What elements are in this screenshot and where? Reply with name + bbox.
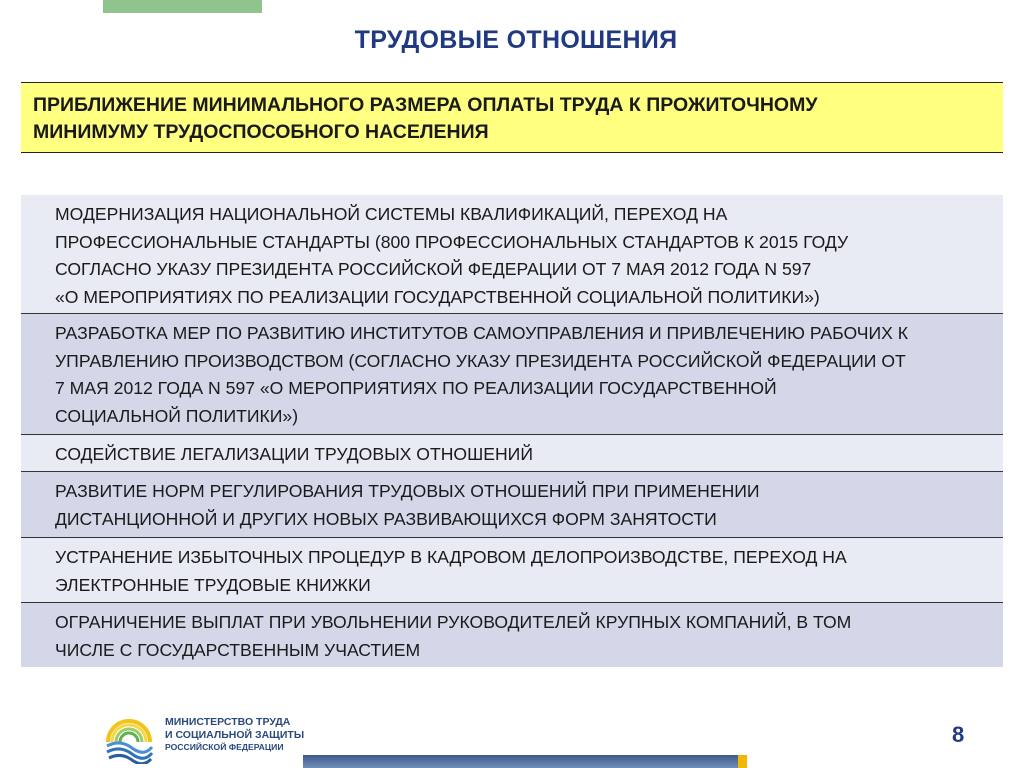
item-text-line: РАЗРАБОТКА МЕР ПО РАЗВИТИЮ ИНСТИТУТОВ САМОУПРАВЛЕНИЯ И ПРИВЛЕЧЕНИЮ РАБОЧИХ К [55,323,909,343]
item-text-line: УПРАВЛЕНИЮ ПРОИЗВОДСТВОМ (СОГЛАСНО УКАЗУ ПРЕЗИДЕНТА РОССИЙСКОЙ ФЕДЕРАЦИИ ОТ [55,350,906,371]
item-text-line: «О МЕРОПРИЯТИЯХ ПО РЕАЛИЗАЦИИ ГОСУДАРСТВЕННОЙ СОЦИАЛЬНОЙ ПОЛИТИКИ») [55,286,820,307]
list-item [21,195,1003,314]
list-item [21,435,1003,472]
highlight-line-1: ПРИБЛИЖЕНИЕ МИНИМАЛЬНОГО РАЗМЕРА ОПЛАТЫ ТРУДА К ПРОЖИТОЧНОМУ [33,94,818,116]
item-text-line: СОГЛАСНО УКАЗУ ПРЕЗИДЕНТА РОССИЙСКОЙ ФЕДЕРАЦИИ ОТ 7 МАЯ 2012 ГОДА N 597 [55,259,812,279]
bottom-bar [303,755,738,768]
item-text-line: МОДЕРНИЗАЦИЯ НАЦИОНАЛЬНОЙ СИСТЕМЫ КВАЛИФИКАЦИЙ, ПЕРЕХОД НА [55,204,728,224]
page-number: 8 [952,722,965,747]
ministry-logo-icon [104,712,154,764]
ministry-name-line-2: И СОЦИАЛЬНОЙ ЗАЩИТЫ [165,728,305,741]
highlight-box [21,82,1003,153]
slide-title: ТРУДОВЫЕ ОТНОШЕНИЯ [354,26,678,54]
ministry-name-line-3: РОССИЙСКОЙ ФЕДЕРАЦИИ [165,742,284,752]
item-text-line: ДИСТАНЦИОННОЙ И ДРУГИХ НОВЫХ РАЗВИВАЮЩИХСЯ ФОРМ ЗАНЯТОСТИ [55,508,717,529]
highlight-line-2: МИНИМУМУ ТРУДОСПОСОБНОГО НАСЕЛЕНИЯ [33,121,489,143]
item-text-line: ЭЛЕКТРОННЫЕ ТРУДОВЫЕ КНИЖКИ [55,574,371,595]
measures-list [21,195,1003,667]
top-accent-bar [103,0,262,13]
bottom-accent [738,755,747,768]
list-item [21,472,1003,538]
ministry-name [165,716,304,754]
item-text-line: 7 МАЯ 2012 ГОДА N 597 «О МЕРОПРИЯТИЯХ ПО РЕАЛИЗАЦИИ ГОСУДАРСТВЕННОЙ [55,378,777,398]
item-text-line: СОДЕЙСТВИЕ ЛЕГАЛИЗАЦИИ ТРУДОВЫХ ОТНОШЕНИЙ [55,444,533,464]
item-text-line: СОЦИАЛЬНОЙ ПОЛИТИКИ») [55,405,299,426]
list-item [21,538,1003,603]
item-text-line: УСТРАНЕНИЕ ИЗБЫТОЧНЫХ ПРОЦЕДУР В КАДРОВОМ ДЕЛОПРОИЗВОДСТВЕ, ПЕРЕХОД НА [55,547,847,567]
item-text-line: ОГРАНИЧЕНИЕ ВЫПЛАТ ПРИ УВОЛЬНЕНИИ РУКОВОДИТЕЛЕЙ КРУПНЫХ КОМПАНИЙ, В ТОМ [55,612,852,632]
list-item [21,603,1003,667]
item-text-line: РАЗВИТИЕ НОРМ РЕГУЛИРОВАНИЯ ТРУДОВЫХ ОТНОШЕНИЙ ПРИ ПРИМЕНЕНИИ [55,481,760,501]
list-item [21,314,1003,435]
item-text-line: ПРОФЕССИОНАЛЬНЫЕ СТАНДАРТЫ (800 ПРОФЕССИОНАЛЬНЫХ СТАНДАРТОВ К 2015 ГОДУ [55,231,849,252]
ministry-name-line-1: МИНИСТЕРСТВО ТРУДА [165,716,291,728]
item-text-line: ЧИСЛЕ С ГОСУДАРСТВЕННЫМ УЧАСТИЕМ [55,639,421,660]
